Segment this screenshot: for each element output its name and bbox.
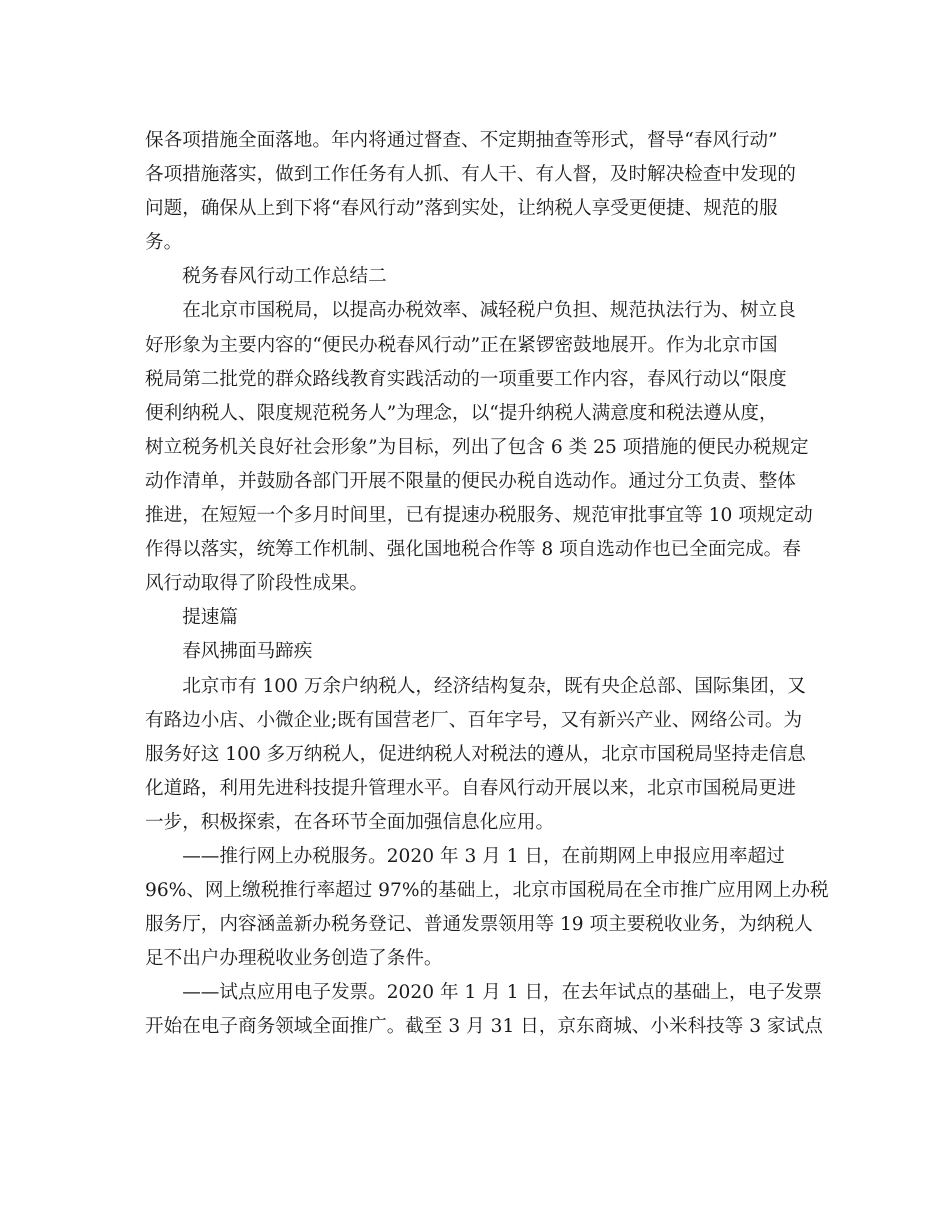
text-line: 税局第二批党的群众路线教育实践活动的一项重要工作内容，春风行动以“限度 xyxy=(145,368,787,390)
text-line: 保各项措施全面落地。年内将通过督查、不定期抽查等形式，督导“春风行动” xyxy=(145,130,778,151)
section-heading xyxy=(145,601,805,635)
text-line: 开始在电子商务领域全面推广。截至 3 月 31 日，京东商城、小米科技等 3 家试点 xyxy=(145,1016,823,1038)
text-line: 作得以落实，统筹工作机制、强化国地税合作等 8 项自选动作也已全面完成。春 xyxy=(145,539,801,561)
text-line: 风行动取得了阶段性成果。 xyxy=(145,573,369,595)
heading-line: 提速篇 xyxy=(182,607,238,629)
heading-line: 春风拂面马蹄疾 xyxy=(182,641,313,663)
paragraph xyxy=(145,124,805,260)
text-line: 务。 xyxy=(145,232,183,254)
text-line: ——试点应用电子发票。2020 年 1 月 1 日，在去年试点的基础上，电子发票 xyxy=(182,982,822,1004)
text-line: ——推行网上办税服务。2020 年 3 月 1 日，在前期网上申报应用率超过 xyxy=(182,845,785,867)
text-line: 足不出户办理税收业务创造了条件。 xyxy=(145,948,443,970)
text-line: 树立税务机关良好社会形象”为目标，列出了包含 6 类 25 项措施的便民办税规定 xyxy=(145,436,809,458)
text-line: 96%、网上缴税推行率超过 97%的基础上，北京市国税局在全市推广应用网上办税 xyxy=(145,880,829,902)
text-line: 好形象为主要内容的“便民办税春风行动”正在紧锣密鼓地展开。作为北京市国 xyxy=(145,334,778,356)
text-line: 便利纳税人、限度规范税务人”为理念，以“提升纳税人满意度和税法遵从度， xyxy=(145,402,778,424)
section-subheading xyxy=(145,635,805,669)
paragraph xyxy=(145,294,813,601)
paragraph xyxy=(145,976,823,1044)
text-line: 问题，确保从上到下将“春风行动”落到实处，让纳税人享受更便捷、规范的服 xyxy=(145,198,778,220)
text-line: 有路边小店、小微企业;既有国营老厂、百年字号，又有新兴产业、网络公司。为 xyxy=(145,709,803,731)
text-line: 北京市有 100 万余户纳税人，经济结构复杂，既有央企总部、国际集团，又 xyxy=(182,675,806,697)
text-line: 动作清单，并鼓励各部门开展不限量的便民办税自选动作。通过分工负责、整体 xyxy=(145,470,796,492)
text-line: 推进，在短短一个多月时间里，已有提速办税服务、规范审批事宜等 10 项规定动 xyxy=(145,505,813,527)
paragraph xyxy=(145,840,829,976)
text-line: 服务厅，内容涵盖新办税务登记、普通发票领用等 19 项主要税收业务，为纳税人 xyxy=(145,914,813,936)
text-line: 一步，积极探索，在各环节全面加强信息化应用。 xyxy=(145,811,555,833)
heading-line: 税务春风行动工作总结二 xyxy=(182,266,387,288)
paragraph xyxy=(145,670,805,840)
text-line: 服务好这 100 多万纳税人，促进纳税人对税法的遵从，北京市国税局坚持走信息 xyxy=(145,743,806,765)
text-line: 化道路，利用先进科技提升管理水平。自春风行动开展以来，北京市国税局更进 xyxy=(145,777,796,799)
section-heading xyxy=(145,260,805,294)
text-line: 在北京市国税局，以提高办税效率、减轻税户负担、规范执法行为、树立良 xyxy=(182,300,796,322)
document-body xyxy=(145,124,829,1045)
text-line: 各项措施落实，做到工作任务有人抓、有人干、有人督，及时解决检查中发现的 xyxy=(145,164,796,186)
